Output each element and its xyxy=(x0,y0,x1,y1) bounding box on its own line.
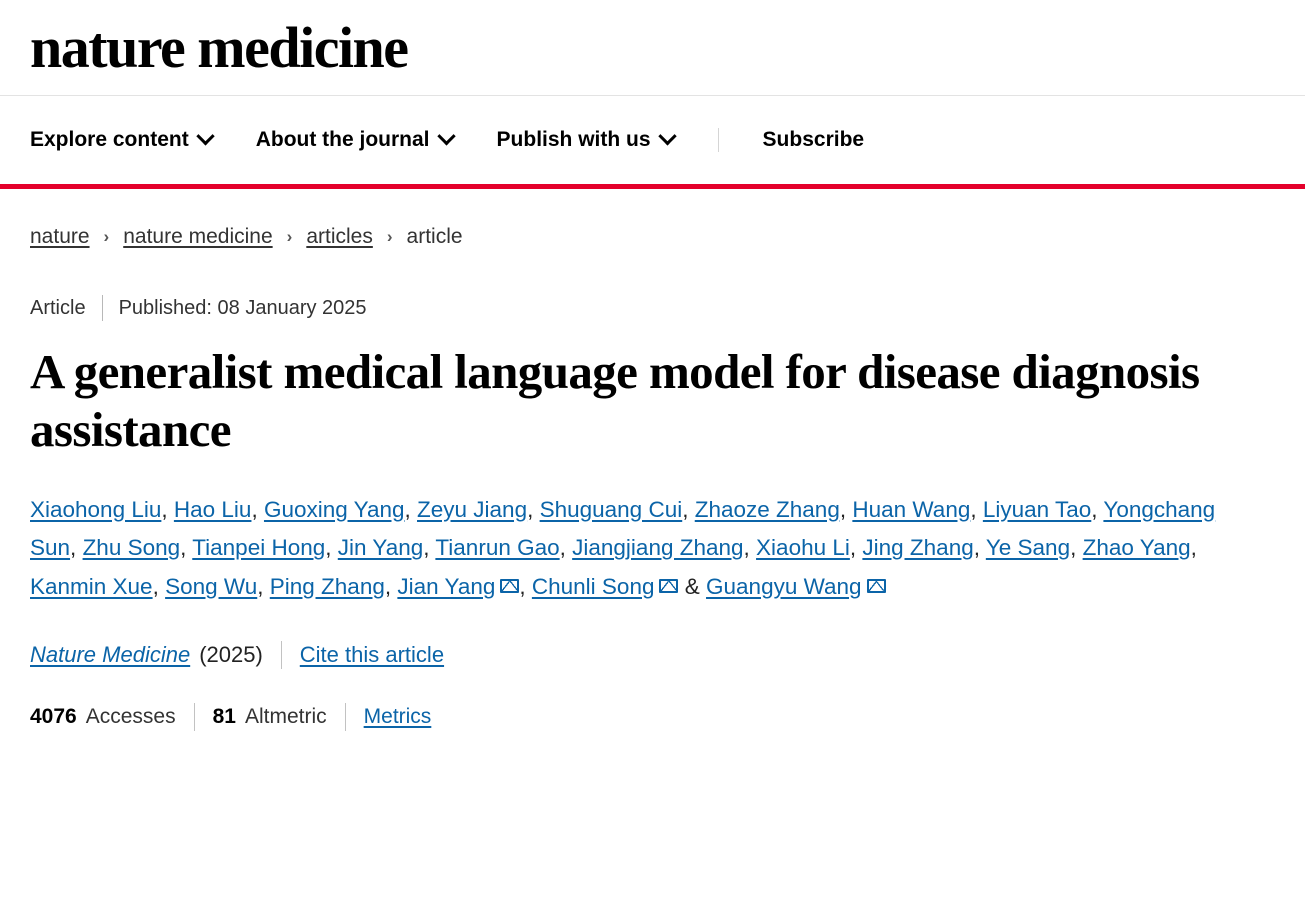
nav-item-subscribe[interactable] xyxy=(718,128,865,152)
author-link[interactable]: Tianpei Hong xyxy=(192,535,326,561)
breadcrumb xyxy=(30,225,1275,249)
breadcrumb-separator-icon: › xyxy=(103,227,110,246)
metrics-link[interactable]: Metrics xyxy=(363,704,432,728)
breadcrumb-separator-icon: › xyxy=(286,227,293,246)
nav-item-publish-with-us[interactable] xyxy=(497,128,674,152)
nav-item-label: About the journal xyxy=(255,128,430,151)
author-link[interactable]: Tianrun Gao xyxy=(435,535,560,561)
metrics-divider xyxy=(194,703,195,731)
author-link[interactable]: Jin Yang xyxy=(337,535,424,561)
corresponding-author-email-icon[interactable] xyxy=(659,579,678,593)
chevron-down-icon xyxy=(658,127,676,145)
nav-item-label: Subscribe xyxy=(762,128,865,151)
author-link[interactable]: Jian Yang xyxy=(397,574,496,599)
corresponding-author-email-icon[interactable] xyxy=(867,579,886,593)
chevron-down-icon xyxy=(196,127,214,145)
page-title: A generalist medical language model for disease diagnosis assistance xyxy=(30,344,1200,457)
authors-conjunction: & xyxy=(684,574,700,599)
article-meta xyxy=(30,295,1275,321)
chevron-down-icon xyxy=(437,127,455,145)
author-link[interactable]: Ye Sang xyxy=(985,535,1071,561)
author-link[interactable]: Xiaohu Li xyxy=(756,535,850,561)
altmetric-label: Altmetric xyxy=(244,704,327,728)
article-published-date: Published: 08 January 2025 xyxy=(118,296,367,319)
breadcrumb-item-article: article xyxy=(406,225,463,248)
journal-name-link[interactable]: Nature Medicine xyxy=(30,641,191,667)
cite-this-article-link[interactable]: Cite this article xyxy=(299,641,445,667)
breadcrumb-item-nature-medicine[interactable]: nature medicine xyxy=(123,225,273,248)
author-link[interactable]: Hao Liu xyxy=(173,496,252,522)
journal-year: (2025) xyxy=(199,641,263,667)
metrics-divider xyxy=(345,703,346,731)
meta-divider xyxy=(102,295,103,321)
author-link[interactable]: Zeyu Jiang xyxy=(417,496,528,522)
author-link[interactable]: Liyuan Tao xyxy=(982,496,1092,522)
author-link[interactable]: Guangyu Wang xyxy=(706,574,862,599)
breadcrumb-separator-icon: › xyxy=(386,227,393,246)
metrics-bar xyxy=(30,703,1275,731)
main-navigation xyxy=(0,96,1305,189)
author-link[interactable]: Yongchang Sun xyxy=(30,496,1216,561)
accesses-count: 4076 xyxy=(30,704,77,728)
author-link[interactable]: Song Wu xyxy=(165,574,258,599)
breadcrumb-item-nature[interactable]: nature xyxy=(30,225,90,248)
article-page xyxy=(0,225,1305,731)
author-link[interactable]: Zhao Yang xyxy=(1082,535,1191,561)
journal-citation xyxy=(30,641,1275,669)
altmetric-count: 81 xyxy=(212,704,236,728)
breadcrumb-item-articles[interactable]: articles xyxy=(306,225,373,248)
author-link[interactable]: Jiangjiang Zhang xyxy=(572,535,744,561)
author-link[interactable]: Zhu Song xyxy=(82,535,181,561)
author-link[interactable]: Ping Zhang xyxy=(269,574,385,599)
accesses-label: Accesses xyxy=(85,704,176,728)
corresponding-author-email-icon[interactable] xyxy=(500,579,519,593)
site-masthead xyxy=(0,0,1305,96)
author-link[interactable]: Huan Wang xyxy=(852,496,971,522)
citation-divider xyxy=(281,641,282,669)
author-link[interactable]: Guoxing Yang xyxy=(263,496,405,522)
nav-item-label: Explore content xyxy=(30,128,189,151)
site-logo[interactable]: nature medicine xyxy=(30,14,408,80)
article-type: Article xyxy=(30,296,86,319)
author-link[interactable]: Kanmin Xue xyxy=(30,574,153,599)
author-link[interactable]: Xiaohong Liu xyxy=(30,496,162,522)
author-link[interactable]: Jing Zhang xyxy=(862,535,974,561)
nav-item-explore-content[interactable] xyxy=(30,128,212,152)
nav-item-label: Publish with us xyxy=(496,128,651,151)
author-link[interactable]: Chunli Song xyxy=(531,574,655,599)
author-list: Xiaohong Liu, Hao Liu, Guoxing Yang, Zeyu Jiang, Shuguang Cui, Zhaoze Zhang, Huan Wang, Liyuan Tao, Yongchang Sun, Zhu Song, Tianpei Hong, Jin Yang, Tianrun Gao, Jiangjiang Zhang, Xiaohu Li, Jing Zhang, Ye Sang, Zhao Yang, Kanmin Xue, Song Wu, Ping Zhang, Jian Yang , Chunli Song & Guangyu Wang xyxy=(30,496,1216,599)
author-link[interactable]: Shuguang Cui xyxy=(539,496,683,522)
nav-item-about-the-journal[interactable] xyxy=(256,128,453,152)
author-link[interactable]: Zhaoze Zhang xyxy=(694,496,840,522)
